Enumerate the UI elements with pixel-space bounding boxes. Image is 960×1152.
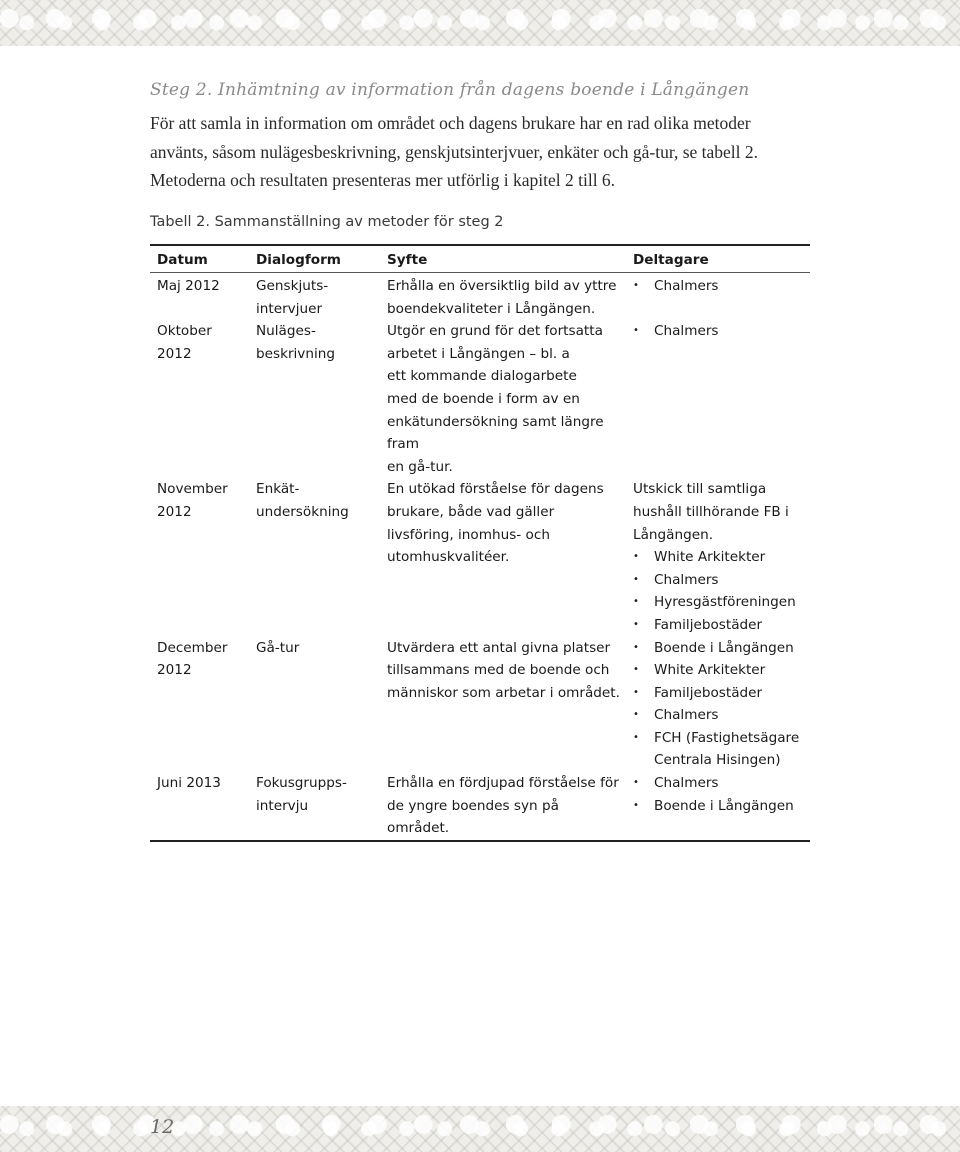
participant-item: • FCH (Fastighetsägare Centrala Hisingen) [633, 727, 804, 772]
participant-item: • Familjebostäder [633, 682, 804, 705]
participants-lead-text: Utskick till samtliga hushåll tillhörande FB i Långängen. [633, 481, 789, 543]
participant-item: • Chalmers [633, 320, 804, 343]
participant-item: • Familjebostäder [633, 614, 804, 637]
column-header-datum: Datum [157, 251, 208, 268]
cell-dialogform: Gå-tur [256, 639, 300, 656]
participants-list [633, 637, 804, 773]
participant-item: • Chalmers [633, 569, 804, 592]
decorative-lace-border-bottom [0, 1106, 960, 1152]
column-header-dialogform: Dialogform [256, 251, 341, 268]
column-header-deltagare: Deltagare [633, 251, 709, 268]
participant-item: • Boende i Långängen [633, 637, 804, 660]
step-heading: Steg 2. Inhämtning av information från dagens boende i Långängen [150, 80, 750, 100]
participant-item: • White Arkitekter [633, 659, 804, 682]
cell-datum: December 2012 [157, 639, 228, 679]
table-caption: Tabell 2. Sammanställning av metoder för steg 2 [150, 214, 504, 230]
participants-list [633, 546, 804, 636]
participant-item: • Hyresgästföreningen [633, 591, 804, 614]
cell-syfte: Erhålla en fördjupad förståelse för de yngre boendes syn på området. [387, 775, 619, 837]
participants-list [633, 320, 804, 343]
cell-deltagare [626, 478, 810, 636]
column-header-syfte: Syfte [387, 251, 428, 268]
participants-list [633, 772, 804, 817]
table-row [150, 320, 810, 478]
cell-syfte: En utökad förståelse för dagens brukare, både vad gäller livsföring, inomhus- och utomhuskvalitéer. [387, 481, 604, 566]
page-number: 12 [150, 1116, 175, 1138]
cell-dialogform: Fokusgrupps- intervju [256, 775, 347, 814]
cell-deltagare [626, 320, 810, 478]
cell-syfte: Utgör en grund för det fortsatta arbetet i Långängen – bl. a ett kommande dialogarbete med de boende i form av en enkätundersökning samt längre fram en gå-tur. [387, 323, 604, 475]
methods-summary-table [150, 244, 810, 842]
cell-syfte: Erhålla en översiktlig bild av yttre boendekvaliteter i Långängen. [387, 278, 617, 317]
cell-datum: Juni 2013 [157, 775, 221, 792]
cell-dialogform: Enkät- undersökning [256, 481, 349, 520]
participant-item: • Boende i Långängen [633, 795, 804, 818]
participant-item: • Chalmers [633, 772, 804, 795]
table-row [150, 637, 810, 773]
cell-deltagare [626, 637, 810, 773]
intro-paragraph: För att samla in information om området och dagens brukare har en rad olika metoder använts, såsom nulägesbeskrivning, genskjutsinterjvuer, enkäter och gå-tur, se tabell 2. Metoderna och resultaten presenteras mer utförlig i kapitel 2 till 6. [150, 113, 759, 190]
table-body [150, 273, 810, 841]
decorative-lace-border-top [0, 0, 960, 46]
cell-dialogform: Nuläges- beskrivning [256, 323, 335, 362]
participant-item: • Chalmers [633, 275, 804, 298]
cell-datum: Maj 2012 [157, 278, 220, 294]
cell-datum: Oktober 2012 [157, 323, 212, 362]
participants-list [633, 275, 804, 298]
participant-item: • Chalmers [633, 704, 804, 727]
cell-dialogform: Genskjuts- intervjuer [256, 278, 329, 317]
cell-syfte: Utvärdera ett antal givna platser tillsammans med de boende och människor som arbetar i området. [387, 639, 620, 701]
participant-item: • White Arkitekter [633, 546, 804, 569]
table-row [150, 772, 810, 841]
cell-deltagare [626, 772, 810, 841]
cell-deltagare [626, 273, 810, 321]
table-header-row [150, 245, 810, 273]
table-row [150, 273, 810, 321]
cell-datum: November 2012 [157, 481, 228, 520]
table-row [150, 478, 810, 636]
